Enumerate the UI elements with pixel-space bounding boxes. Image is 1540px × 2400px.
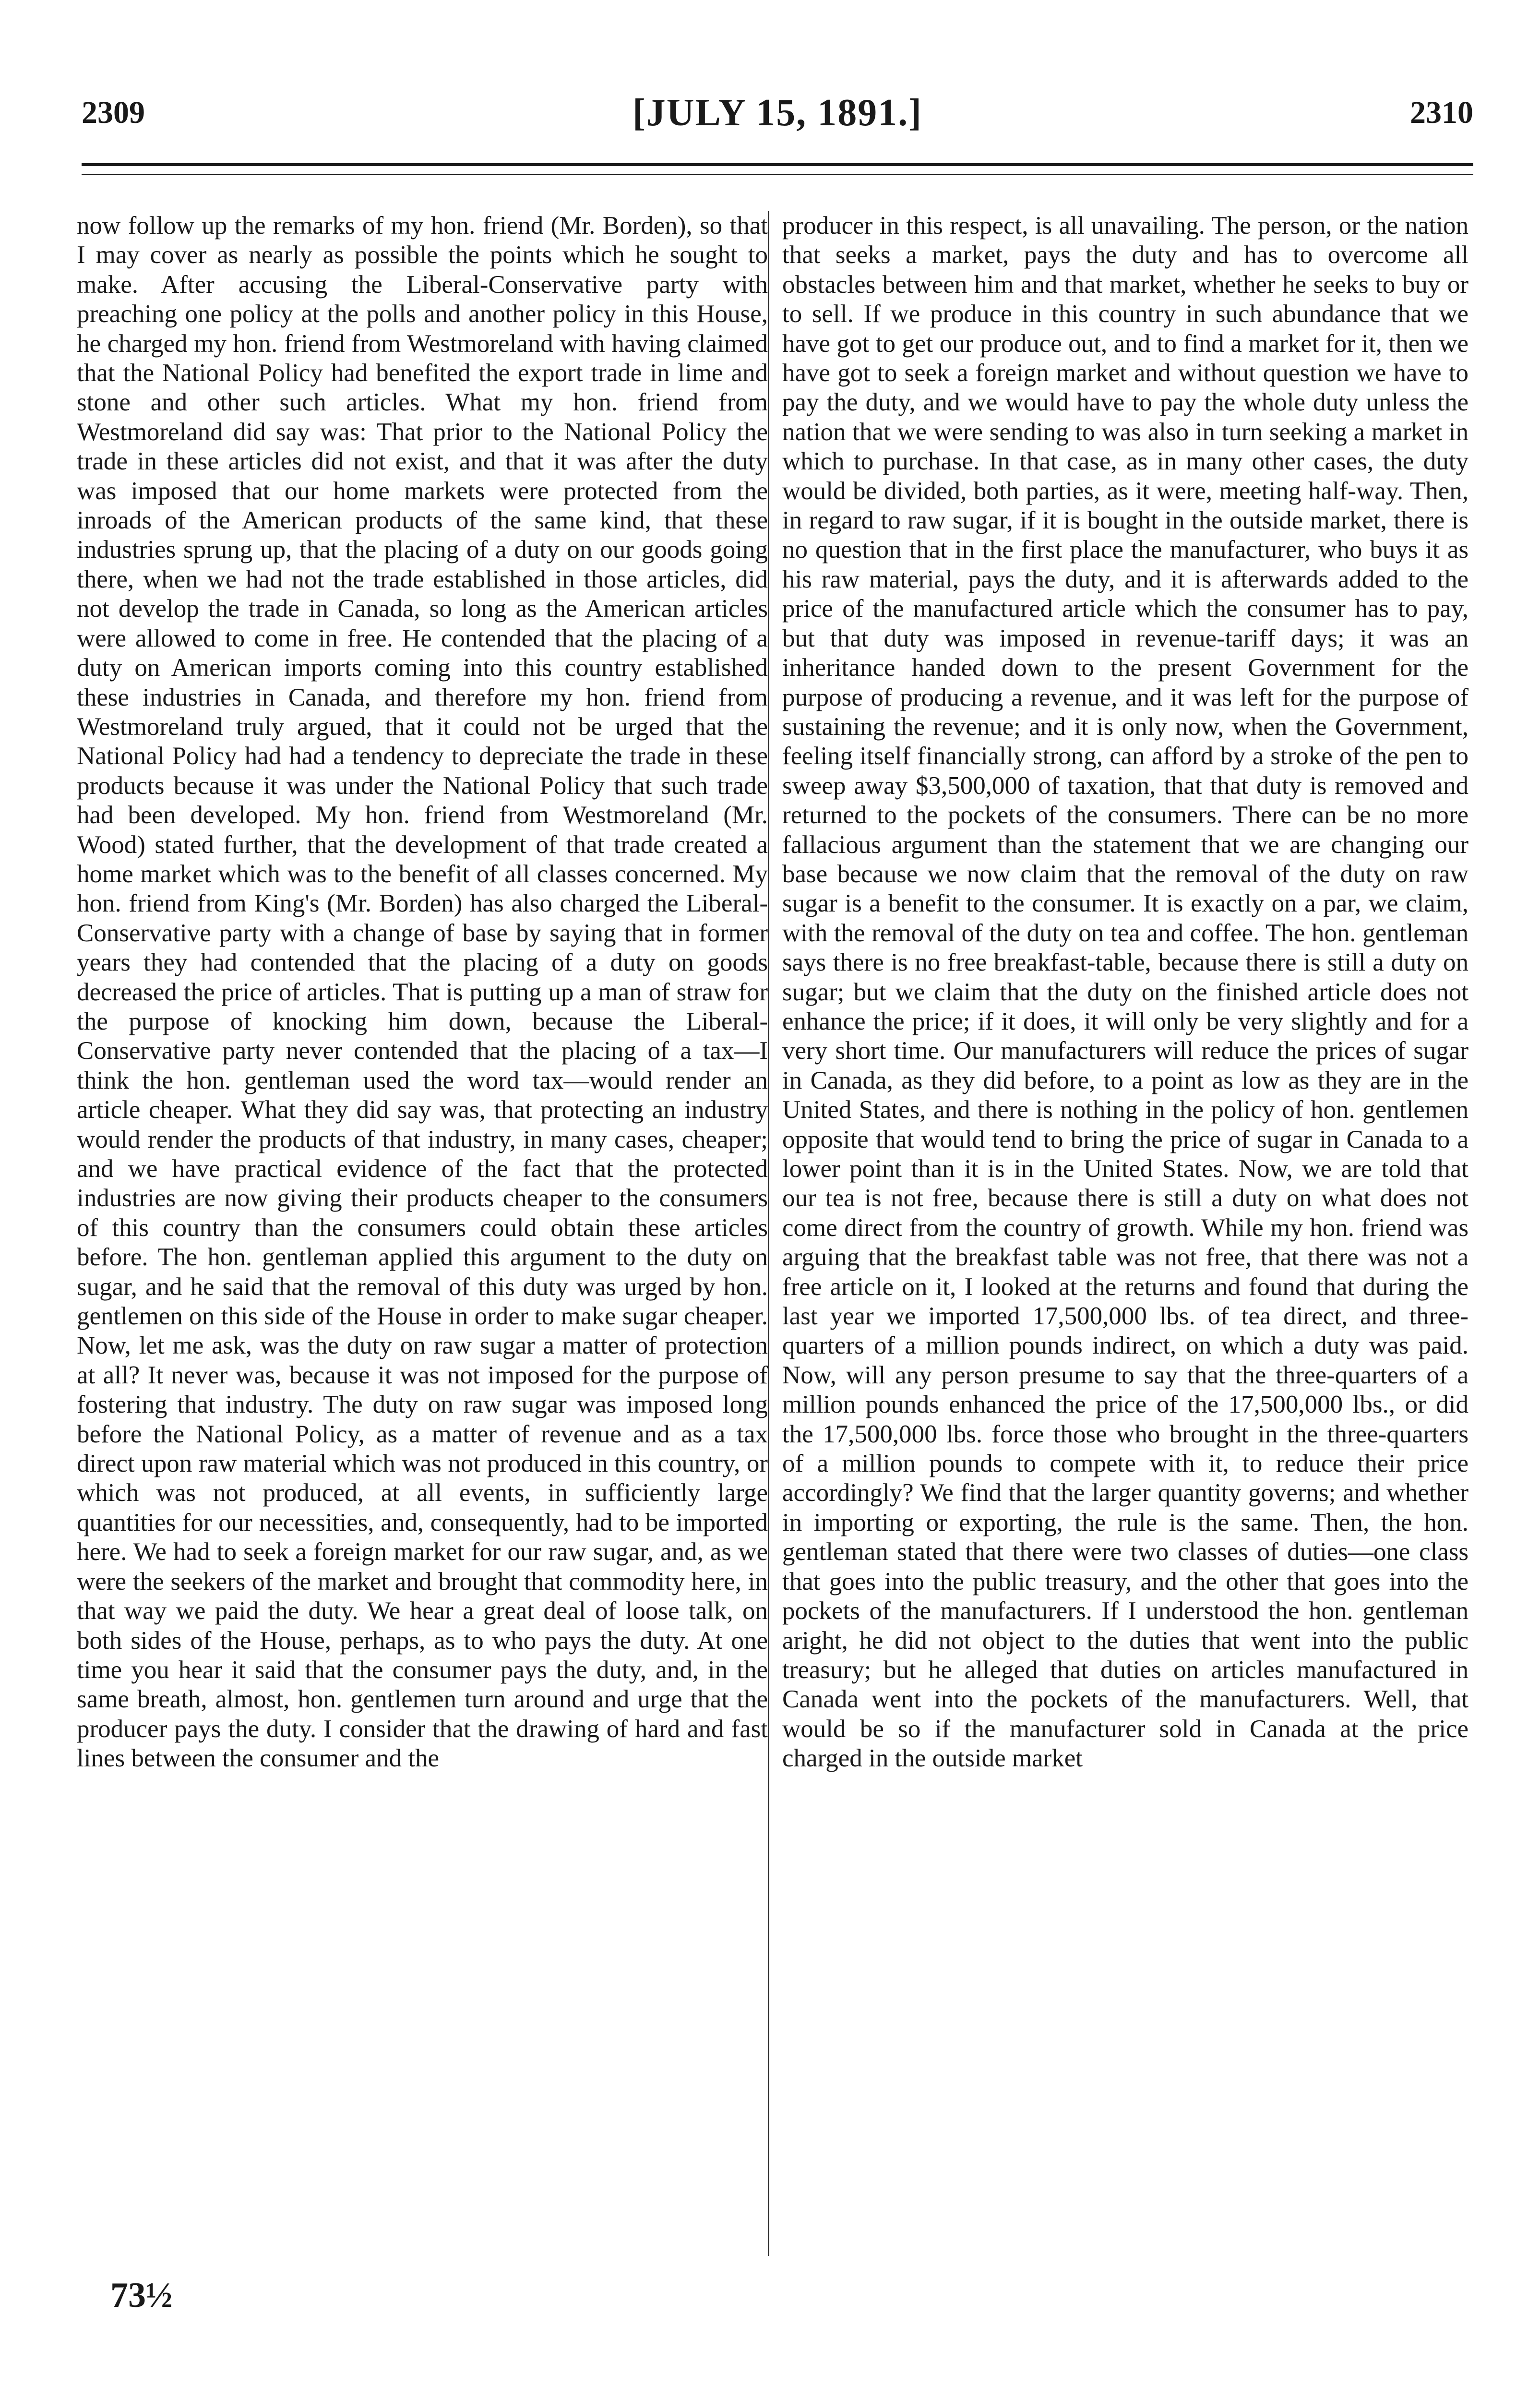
left-page-number: 2309: [82, 95, 145, 130]
right-column-text: producer in this respect, is all unavailing. The person, or the nation that seeks a market, pays the duty and has to overcome all obstacles between him and that market, whether he seeks to buy or to sell. If we produce in this country in such abundance that we have got to get our produce out, and to find a market for it, then we have got to seek a foreign market and without question we have to pay the duty, and we would have to pay the whole duty unless the nation that we were sending to was also in turn seeking a market in which to purchase. In that case, as in many other cases, the duty would be divided, both parties, as it were, meeting half-way. Then, in regard to raw sugar, if it is bought in the outside market, there is no question that in the first place the manufacturer, who buys it as his raw material, pays the duty, and it is afterwards added to the price of the manufactured article which the consumer has to pay, but that duty was imposed in revenue-tariff days; it was an inheritance handed down to the present Government for the purpose of producing a revenue, and it was left for the purpose of sustaining the revenue; and it is only now, when the Government, feeling itself financially strong, can afford by a stroke of the pen to sweep away $3,500,000 of taxation, that that duty is removed and returned to the pockets of the consumers. There can be no more fallacious argument than the statement that we are changing our base because we now claim that the removal of the duty on raw sugar is a benefit to the consumer. It is exactly on a par, we claim, with the removal of the duty on tea and coffee. The hon. gentleman says there is no free breakfast-table, because there is still a duty on sugar; but we claim that the duty on the finished article does not enhance the price; if it does, it will only be very slightly and for a very short time. Our manufacturers will reduce the prices of sugar in Canada, as they did before, to a point as low as they are in the United States, and there is nothing in the policy of hon. gentlemen opposite that would tend to bring the price of sugar in Canada to a lower point than it is in the United States. Now, we are told that our tea is not free, because there is still a duty on what does not come direct from the country of growth. While my hon. friend was arguing that the breakfast table was not free, that there was not a free article on it, I looked at the returns and found that during the last year we imported 17,500,000 lbs. of tea direct, and three-quarters of a million pounds indirect, on which a duty was paid. Now, will any person presume to say that the three-quarters of a million pounds enhanced the price of the 17,500,000 lbs., or did the 17,500,000 lbs. force those who brought in the three-quarters of a million pounds to compete with it, to reduce their price accordingly? We find that the larger quantity governs; and whether in importing or exporting, the rule is the same. Then, the hon. gentleman stated that there were two classes of duties—one class that goes into the public treasury, and the other that goes into the pockets of the manufacturers. If I understood the hon. gentleman aright, he did not object to the duties that went into the public treasury; but he alleged that duties on articles manufactured in Canada went into the pockets of the manufacturers. Well, that would be so if the manufacturer sold in Canada at the price charged in the outside market: [782, 212, 1468, 1773]
right-column: [782, 211, 1468, 2256]
left-column-text: now follow up the remarks of my hon. friend (Mr. Borden), so that I may cover as nearly as possible the points which he sought to make. After accusing the Liberal-Conservative party with preaching one policy at the polls and another policy in this House, he charged my hon. friend from Westmoreland with having claimed that the National Policy had benefited the export trade in lime and stone and other such articles. What my hon. friend from Westmoreland did say was: That prior to the National Policy the trade in these articles did not exist, and that it was after the duty was imposed that our home markets were protected from the inroads of the American products of the same kind, that these industries sprung up, that the placing of a duty on our goods going there, when we had not the trade established in those articles, did not develop the trade in Canada, so long as the American articles were allowed to come in free. He contended that the placing of a duty on American imports coming into this country established these industries in Canada, and therefore my hon. friend from Westmoreland truly argued, that it could not be urged that the National Policy had had a tendency to depreciate the trade in these products because it was under the National Policy that such trade had been developed. My hon. friend from Westmoreland (Mr. Wood) stated further, that the development of that trade created a home market which was to the benefit of all classes concerned. My hon. friend from King's (Mr. Borden) has also charged the Liberal-Conservative party with a change of base by saying that in former years they had contended that the placing of a duty on goods decreased the price of articles. That is putting up a man of straw for the purpose of knocking him down, because the Liberal-Conservative party never contended that the placing of a tax—I think the hon. gentleman used the word tax—would render an article cheaper. What they did say was, that protecting an industry would render the products of that industry, in many cases, cheaper; and we have practical evidence of the fact that the protected industries are now giving their products cheaper to the consumers of this country than the consumers could obtain these articles before. The hon. gentleman applied this argument to the duty on sugar, and he said that the removal of this duty was urged by hon. gentlemen on this side of the House in order to make sugar cheaper. Now, let me ask, was the duty on raw sugar a matter of protection at all? It never was, because it was not imposed for the purpose of fostering that industry. The duty on raw sugar was imposed long before the National Policy, as a matter of revenue and as a tax direct upon raw material which was not produced in this country, or which was not produced, at all events, in sufficiently large quantities for our necessities, and, consequently, had to be imported here. We had to seek a foreign market for our raw sugar, and, as we were the seekers of the market and brought that commodity here, in that way we paid the duty. We hear a great deal of loose talk, on both sides of the House, perhaps, as to who pays the duty. At one time you hear it said that the consumer pays the duty, and, in the same breath, almost, hon. gentlemen turn around and urge that the producer pays the duty. I consider that the drawing of hard and fast lines between the consumer and the: [77, 212, 768, 1773]
header-rule-thin: [82, 174, 1473, 175]
header-rule-thick: [82, 163, 1473, 166]
column-divider: [768, 211, 769, 2256]
session-date: [JULY 15, 1891.]: [633, 91, 922, 134]
signature-mark: 73½: [110, 2276, 173, 2315]
left-column: [77, 211, 768, 2256]
page-header: [82, 72, 1473, 154]
right-page-number: 2310: [1410, 95, 1473, 130]
